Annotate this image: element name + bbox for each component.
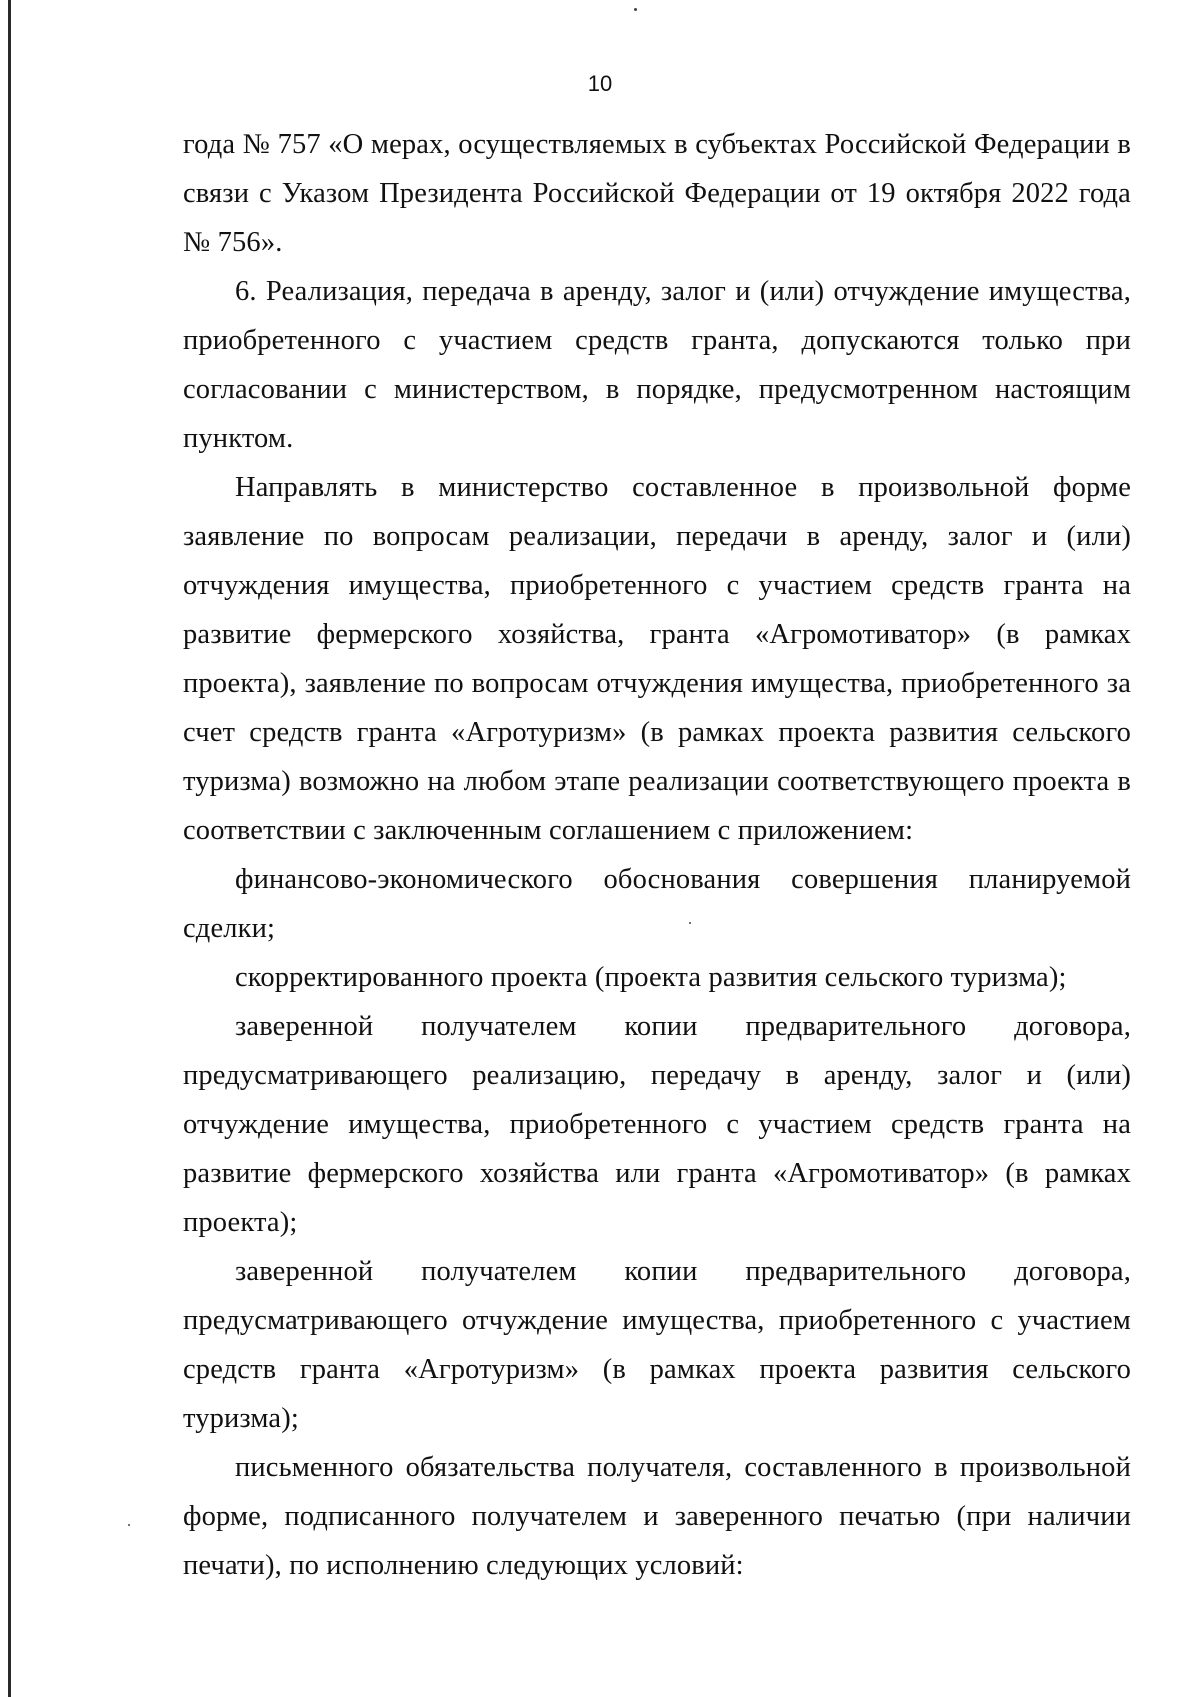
paragraph-continuation: года № 757 «О мерах, осуществляемых в субъектах Российской Федерации в связи с Указом Президента Российской Федерации от 19 октября 2022 года № 756». [183,129,1131,258]
list-item-corrected-project: скорректированного проекта (проекта развития сельского туризма); [235,962,1067,993]
scan-speck [634,8,637,11]
paragraph-item-6: 6. Реализация, передача в аренду, залог и (или) отчуждение имущества, приобретенного с участием средств гранта, допускаются только при согласовании с министерством, в порядке, предусмотренном настоящим пунктом. [183,276,1131,454]
list-item-written-obligation: письменного обязательства получателя, составленного в произвольной форме, подписанного получателем и заверенного печатью (при наличии печати), по исполнению следующих условий: [183,1452,1131,1581]
document-body [183,120,1131,1590]
scan-speck [128,1524,130,1526]
list-item-contract-copy-farm: заверенной получателем копии предварительного договора, предусматривающего реализацию, передачу в аренду, залог и (или) отчуждение имущества, приобретенного с участием средств гранта на развитие фермерского хозяйства или гранта «Агромотиватор» (в рамках проекта); [183,1011,1131,1238]
list-item-justification: финансово-экономического обоснования совершения планируемой сделки; [183,864,1131,944]
list-item-contract-copy-tourism: заверенной получателем копии предварительного договора, предусматривающего отчуждение имущества, приобретенного с участием средств гранта «Агротуризм» (в рамках проекта развития сельского туризма); [183,1256,1131,1434]
scan-edge [8,0,11,1697]
page-number: 10 [587,71,613,96]
paragraph-application: Направлять в министерство составленное в произвольной форме заявление по вопросам реализации, передачи в аренду, залог и (или) отчуждения имущества, приобретенного с участием средств гранта на развитие фермерского хозяйства, гранта «Агромотиватор» (в рамках проекта), заявление по вопросам отчуждения имущества, приобретенного за счет средств гранта «Агротуризм» (в рамках проекта развития сельского туризма) возможно на любом этапе реализации соответствующего проекта в соответствии с заключенным соглашением с приложением: [183,472,1131,846]
